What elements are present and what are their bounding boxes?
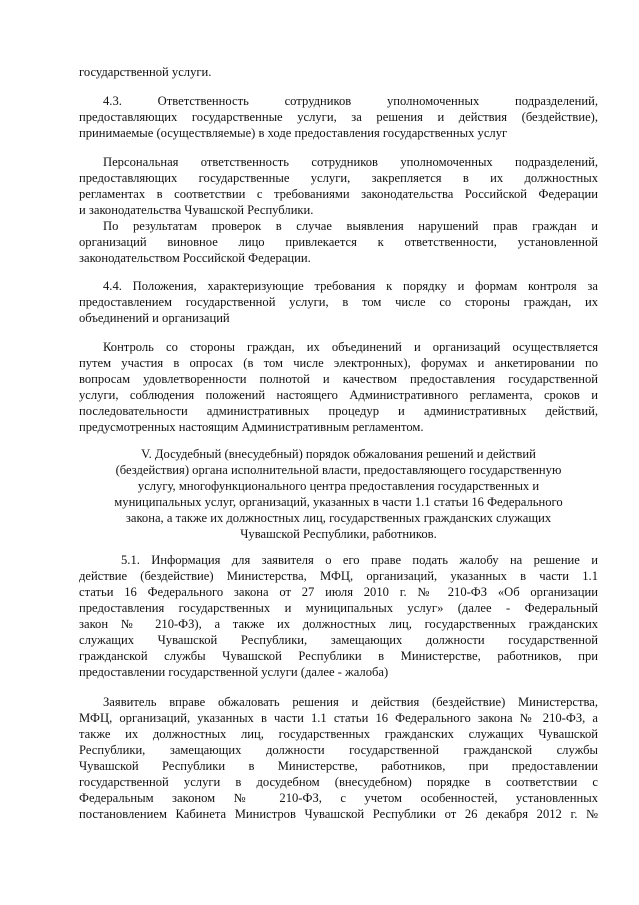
text-line: Заявитель вправе обжаловать решения и действия (бездействие) Министерства,	[103, 695, 598, 709]
text-line: предоставлением государственной услуги, в том числе со стороны граждан, их	[79, 295, 598, 309]
text-line: 4.3. Ответственность сотрудников уполномоченных подразделений,	[103, 94, 598, 108]
paragraph-citizen-control	[79, 339, 598, 435]
section-heading-4-4	[79, 278, 598, 326]
text-line: путем участия в опросах (в том числе электронных), форумах и анкетировании по	[79, 356, 598, 370]
text-line: организаций виновное лицо привлекается к ответственности, установленной	[79, 235, 598, 249]
paragraph-personal-responsibility	[79, 154, 598, 266]
text-line: закон № 210-ФЗ), а также их должностных лиц, государственных гражданских	[79, 617, 598, 631]
paragraph-state-service-end	[79, 64, 598, 80]
text-line: также их должностных лиц, государственных гражданских служащих Чувашской	[79, 727, 598, 741]
text-line: 5.1. Информация для заявителя о его праве подать жалобу на решение и	[121, 553, 598, 567]
text-line: государственной услуги.	[79, 65, 212, 79]
text-line: и законодательства Чувашской Республики.	[79, 203, 314, 217]
text-line: вопросам удовлетворенности полнотой и качеством предоставления государственной	[79, 372, 598, 386]
text-line: постановлением Кабинета Министров Чувашской Республики от 26 декабря 2012 г. №	[79, 807, 598, 821]
text-line: услуги, соблюдения положений настоящего Административного регламента, сроков и	[79, 388, 598, 402]
paragraph-5-1-complaint-info	[79, 552, 598, 680]
text-line: государственной услуги в досудебном (внесудебном) порядке в соответствии с	[79, 775, 598, 789]
text-line: Чувашской Республики в Министерстве, работников, при предоставлении	[79, 759, 598, 773]
text-line: законодательством Российской Федерации.	[79, 251, 311, 265]
text-line: принимаемые (осуществляемые) в ходе предоставления государственных услуг	[79, 126, 508, 140]
text-line: предоставляющих государственные услуги, закрепляется в их должностных	[79, 171, 598, 185]
text-line: предоставления государственных и муниципальных услуг» (далее - Федеральный	[79, 601, 598, 615]
text-line: предоставлении государственной услуги (далее - жалоба)	[79, 665, 389, 679]
section-heading-4-3	[79, 93, 598, 141]
text-line: предусмотренных настоящим Административным регламентом.	[79, 420, 424, 434]
text-line: Контроль со стороны граждан, их объединений и организаций осуществляется	[103, 340, 598, 354]
text-line: служащих Чувашской Республики, замещающих должности государственной	[79, 633, 598, 647]
text-line: услугу, многофункционального центра предоставления государственных и	[137, 479, 540, 493]
text-line: Чувашской Республики, работников.	[240, 527, 437, 541]
chapter-heading-v	[79, 446, 598, 542]
text-line: последовательности административных процедур и административных действий,	[79, 404, 598, 418]
text-line: статьи 16 Федерального закона от 27 июля 2010 г. № 210-ФЗ «Об организации	[79, 585, 598, 599]
text-line: Федеральным законом № 210-ФЗ, с учетом особенностей, установленных	[79, 791, 598, 805]
text-line: гражданской службы Чувашской Республики в Министерстве, работников, при	[79, 649, 598, 663]
text-line: действие (бездействие) Министерства, МФЦ, организаций, указанных в части 1.1	[79, 569, 598, 583]
text-line: закона, а также их должностных лиц, государственных гражданских служащих	[125, 511, 552, 525]
text-line: регламентах в соответствии с требованиями законодательства Российской Федерации	[79, 187, 598, 201]
text-line: муниципальных услуг, организаций, указанных в части 1.1 статьи 16 Федерального	[114, 495, 563, 509]
text-line: По результатам проверок в случае выявления нарушений прав граждан и	[103, 219, 598, 233]
paragraph-applicant-right	[79, 694, 598, 822]
text-line: (бездействия) органа исполнительной власти, предоставляющего государственную	[115, 463, 562, 477]
text-line: V. Досудебный (внесудебный) порядок обжалования решений и действий	[141, 447, 536, 461]
text-line: Персональная ответственность сотрудников уполномоченных подразделений,	[103, 155, 598, 169]
text-line: Республики, замещающих должности государственной гражданской службы	[79, 743, 598, 757]
text-line: 4.4. Положения, характеризующие требования к порядку и формам контроля за	[103, 279, 598, 293]
text-line: объединений и организаций	[79, 311, 230, 325]
text-line: МФЦ, организаций, указанных в части 1.1 статьи 16 Федерального закона № 210-ФЗ, а	[79, 711, 598, 725]
text-line: предоставляющих государственные услуги, за решения и действия (бездействие),	[79, 110, 598, 124]
